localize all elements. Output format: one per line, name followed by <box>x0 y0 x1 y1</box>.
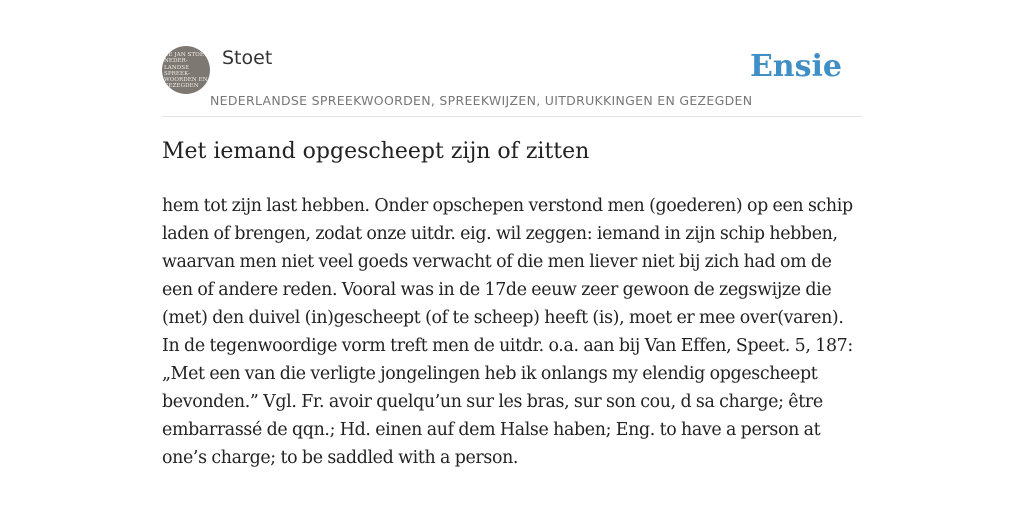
source-title[interactable]: NEDERLANDSE SPREEKWOORDEN, SPREEKWIJZEN, UITDRUKKINGEN EN GEZEGDEN <box>210 93 753 108</box>
entry-body: hem tot zijn last hebben. Onder opschepen verstond men (goederen) op een schip laden of brengen, zodat onze uitdr. eig. wil zeggen: iemand in zijn schip hebben, waarvan men niet veel goeds verwacht of die men liever niet bij zich had om de een of andere reden. Vooral was in de 17de eeuw zeer gewoon de zegswijze die (met) den duivel (in)gescheept (of te scheep) heeft (is), moet er mee over(varen). In de tegenwoordige vorm treft men de uitdr. o.a. aan bij Van Effen, Speet. 5, 187: „Met een van die verligte jongelingen heb ik onlangs my elendig opgescheept bevonden.” Vgl. Fr. avoir quelqu’un sur les bras, sur son cou, d sa charge; être embarrassé de qqn.; Hd. einen auf dem Halse haben; Eng. to have a person at one’s charge; to be saddled with a person. <box>162 196 853 468</box>
avatar-book-cover-text: DE JAN STOET NEDER- LANDSE SPREEK- WOORDEN EN GEZEGDEN <box>164 52 208 90</box>
author-name[interactable]: Stoet <box>222 47 273 69</box>
header <box>162 46 862 117</box>
brand-logo[interactable]: Ensie <box>749 49 842 84</box>
entry-title: Met iemand opgescheept zijn of zitten <box>162 139 590 164</box>
avatar[interactable] <box>162 46 210 94</box>
